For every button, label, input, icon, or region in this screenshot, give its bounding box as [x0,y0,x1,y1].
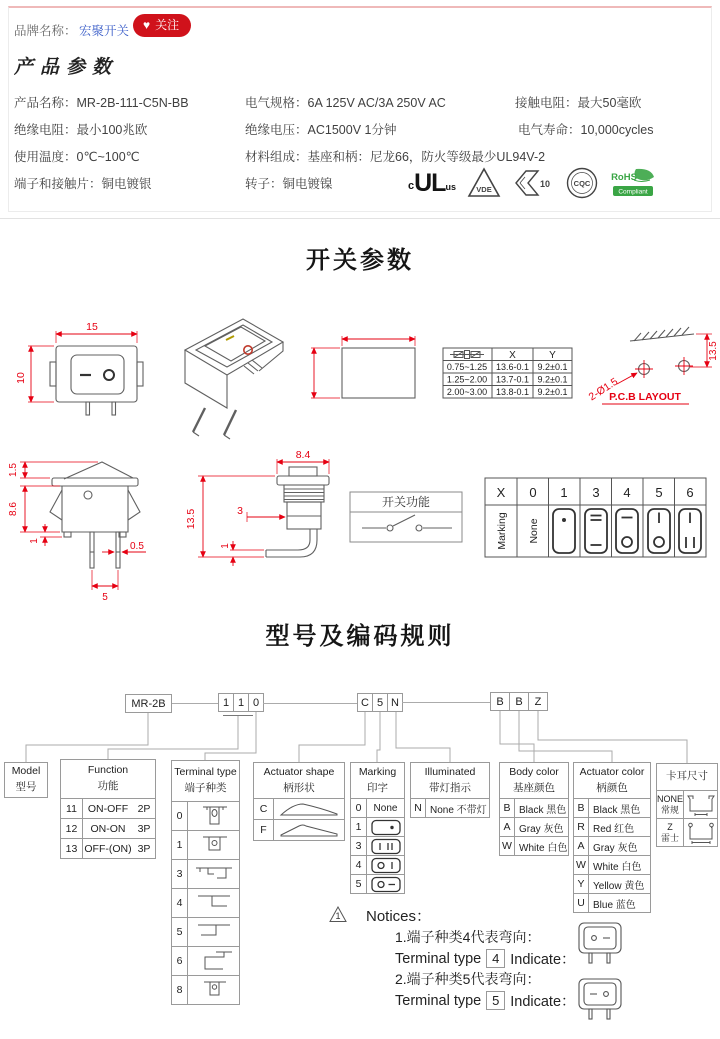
notice-marker-icon [329,906,347,923]
marking-glyph-1 [553,509,575,553]
ear-none-drawing [685,792,717,818]
front-view-drawing [15,321,143,415]
svg-text:1: 1 [560,485,568,500]
terminal-type-5-box: 5 [486,991,505,1010]
code-suffix-3: Z [528,692,548,711]
terminal-4-direction-figure [576,921,624,967]
code-digit-3: 0 [248,693,264,712]
marking-glyph-6 [679,509,701,553]
svg-text:Marking: Marking [496,512,508,550]
svg-text:8.4: 8.4 [295,449,311,461]
marking-glyph-5 [648,509,670,553]
svg-text:9.2±0.1: 9.2±0.1 [537,362,568,372]
ear-row: Z 雷士 [657,818,717,846]
side-view-drawing [8,462,146,603]
actuator-color-row: A Gray 灰色 [574,836,650,855]
perspective-view-drawing [185,319,283,439]
cqc-icon [565,166,599,200]
svg-text:8.6: 8.6 [8,502,19,516]
svg-text:0.75~1.25: 0.75~1.25 [446,362,488,372]
switch-params-title: 开关参数 [306,247,414,274]
svg-text:1.25~2.00: 1.25~2.00 [446,374,488,385]
function-box: Function 功能 11 ON-OFF 2P 12 ON-ON 3P 13 OFF-(ON) 3P [60,759,156,859]
svg-text:VDE: VDE [476,185,492,194]
svg-text:1: 1 [29,538,40,544]
section-divider [0,218,720,219]
model-en: Model [11,765,41,778]
terminal-5-drawing [190,919,238,946]
marking-glyph-4 [616,509,638,553]
svg-text:6: 6 [686,485,694,500]
mount-table [443,348,572,398]
function-row: 12 ON-ON 3P [61,818,155,838]
follow-label: 关注 [155,18,180,32]
svg-text:RoHS: RoHS [611,172,637,183]
actuator-color-row: W White 白色 [574,855,650,874]
shape-row: F [254,819,344,840]
technical-drawings [0,300,720,605]
dim-width-label: 15 [86,321,98,333]
brand-name-link[interactable]: 宏聚开关 [79,24,130,38]
param-material: 材料组成：基座和柄：尼龙66，防火等级最少UL94V-2 [245,150,546,164]
terminal-row: 1 [172,830,239,859]
svg-text:1: 1 [220,543,231,549]
certification-logos [408,162,656,204]
svg-text:Compliant: Compliant [618,188,648,196]
marking-row: 4 [351,855,404,874]
svg-text:9.2±0.1: 9.2±0.1 [537,374,568,385]
marking-row: 5 [351,874,404,893]
terminal-8-drawing [190,977,238,1004]
switch-function-box [350,492,462,542]
param-product-name: 产品名称：MR-2B-111-C5N-BB [14,96,189,110]
spst-symbol [362,515,452,531]
coding-rules-title: 型号及编码规则 [265,623,455,650]
marking-3-glyph [369,838,403,855]
illuminated-row: N None 不带灯 [411,798,489,817]
svg-text:13.5: 13.5 [185,508,197,530]
terminal-type-box: Terminal type 端子种类 0 1 3 4 5 6 8 [171,760,240,1005]
cul-us-icon: c UL us [408,169,456,197]
actuator-color-row: U Blue 蓝色 [574,893,650,912]
svg-text:None: None [528,518,540,544]
notice-formula-1: Terminal type 4 Indicate： [395,950,576,968]
marking-row: 1 [351,817,404,836]
marking-row: 3 [351,836,404,855]
svg-text:9.2±0.1: 9.2±0.1 [537,387,568,397]
notice-item-2: 2.端子种类5代表弯向： [395,971,541,987]
body-color-row: A Gray 灰色 [500,817,568,836]
actuator-color-row: Y Yellow 黄色 [574,874,650,893]
svg-text:10: 10 [539,179,550,189]
svg-text:Y: Y [549,350,556,361]
terminal-row: 5 [172,917,239,946]
svg-text:13.7-0.1: 13.7-0.1 [495,374,530,385]
terminal-type-4-box: 4 [486,949,505,968]
svg-text:1: 1 [335,911,341,921]
pcb-pitch-label: 13.5 [708,341,719,361]
param-contact-resistance: 接触电阻：最大50毫欧 [515,96,642,110]
svg-text:3: 3 [237,505,243,517]
model-box [4,762,48,798]
brand-label: 品牌名称： [14,24,77,38]
body-color-row: B Black 黑色 [500,798,568,817]
svg-text:0: 0 [529,485,537,500]
svg-text:4: 4 [623,485,631,500]
terminal-3-drawing [190,861,238,888]
panel-profile-drawing [185,449,329,566]
param-electrical-life: 电气寿命：10,000cycles [518,123,654,137]
actuator-color-box: Actuator color 柄颜色 B Black 黑色 R Red 红色 A Gray 灰色 W White 白色 Y Yellow 黄色 U Blue 蓝色 [573,762,651,913]
illuminated-box: Illuminated 带灯指示 N None 不带灯 [410,762,490,818]
param-electrical-rating: 电气规格：6A 125V AC/3A 250V AC [245,96,446,110]
terminal-1-drawing [190,832,238,859]
code-digit-2: 1 [233,693,249,712]
rohs-icon [610,166,656,200]
enec10-icon [512,168,554,198]
svg-text:CQC: CQC [573,179,591,188]
code-mid-2: 5 [372,693,388,712]
marking-4-glyph [369,857,403,874]
pcb-title: P.C.B LAYOUT [609,391,681,403]
terminal-5-direction-figure [576,977,624,1023]
shape-c-drawing [275,800,343,819]
param-insulation-voltage: 绝缘电压：AC1500V 1分钟 [245,123,397,137]
code-suffix-2: B [509,692,529,711]
terminal-row: 6 [172,946,239,975]
shape-row: C [254,798,344,819]
marking-box: Marking 印字 0 None 1 3 4 5 [350,762,405,894]
marking-table [485,478,706,557]
svg-text:1.5: 1.5 [8,463,19,477]
vde-icon [467,167,501,199]
product-params-title: 产品参数 [14,56,119,78]
svg-text:0.5: 0.5 [130,541,144,552]
marking-1-glyph [369,819,403,836]
function-row: 13 OFF-(ON) 3P [61,838,155,858]
param-insulation-resistance: 绝缘电阻：最小100兆欧 [14,123,148,137]
code-model-cell: MR-2B [125,694,172,713]
follow-button[interactable] [133,14,191,37]
code-mid-3: N [387,693,403,712]
terminal-6-drawing [190,948,238,975]
ear-row: NONE 常规 [657,790,717,818]
pcb-layout-drawing [587,327,719,404]
terminal-4-drawing [190,890,238,917]
ear-size-box: 卡耳尺寸 NONE 常规 Z 雷士 [656,763,718,847]
terminal-row: 4 [172,888,239,917]
dim-height-label: 10 [15,372,27,384]
model-zh: 型号 [15,781,37,793]
svg-text:5: 5 [655,485,663,500]
code-mid-1: C [357,693,373,712]
marking-glyph-3 [585,509,607,553]
svg-text:X: X [509,350,516,361]
param-operating-temp: 使用温度：0℃~100℃ [14,150,140,164]
actuator-shape-box: Actuator shape 柄形状 C F [253,762,345,841]
terminal-row: 8 [172,975,239,1004]
code-suffix-1: B [490,692,510,711]
pcb-holes-label: 2-Ø1.5 [586,375,621,404]
svg-text:13.8-0.1: 13.8-0.1 [495,387,530,397]
terminal-0-drawing [190,803,238,830]
svg-text:13.6-0.1: 13.6-0.1 [495,362,530,372]
coding-connector-lines [0,690,720,770]
actuator-color-row: R Red 红色 [574,817,650,836]
notices-title: Notices： [366,908,432,925]
svg-text:2.00~3.00: 2.00~3.00 [446,387,488,397]
marking-5-glyph [369,876,403,893]
body-color-row: W White 白色 [500,836,568,855]
ear-z-drawing [685,820,717,846]
marking-row: 0 None [351,798,404,817]
body-color-box: Body color 基座颜色 B Black 黑色 A Gray 灰色 W White 白色 [499,762,569,856]
param-rotor-plating: 转子：铜电镀镍 [245,177,333,191]
notice-item-1: 1.端子种类4代表弯向： [395,929,541,945]
svg-text:5: 5 [102,592,108,603]
code-digit-1: 1 [218,693,234,712]
terminal-row: 0 [172,801,239,830]
svg-text:3: 3 [592,485,600,500]
terminal-row: 3 [172,859,239,888]
function-row: 11 ON-OFF 2P [61,798,155,818]
shape-f-drawing [275,821,343,840]
actuator-color-row: B Black 黑色 [574,798,650,817]
param-terminal-plating: 端子和接触片：铜电镀银 [14,177,152,191]
svg-text:X: X [496,485,506,500]
notice-formula-2: Terminal type 5 Indicate： [395,992,576,1010]
function-box-title: 开关功能 [381,495,431,509]
cutout-drawing [311,336,415,398]
heart-icon: ♥ [143,18,151,32]
